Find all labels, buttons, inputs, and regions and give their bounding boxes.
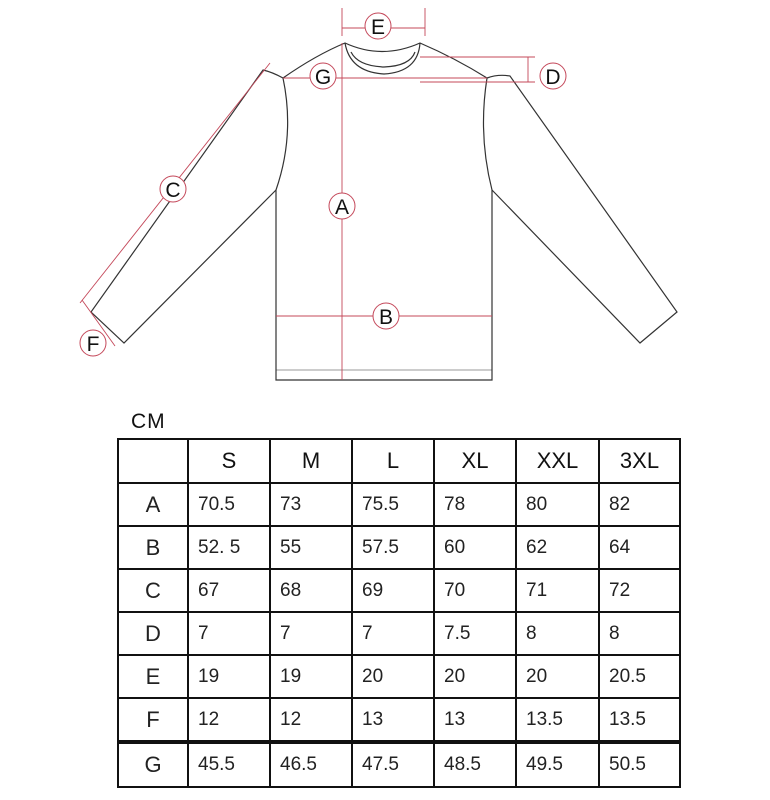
label-G-marker: [310, 63, 336, 89]
row-label: A: [118, 483, 188, 526]
sweater-outline: [91, 43, 677, 380]
row-label: E: [118, 655, 188, 698]
label-F: F: [86, 333, 100, 356]
measurement-cell: 13: [352, 698, 434, 742]
measurement-cell: 70: [434, 569, 516, 612]
table-row: [118, 612, 680, 655]
measurement-cell: 13.5: [516, 698, 599, 742]
measurement-cell: 60: [434, 526, 516, 569]
table-row: [118, 569, 680, 612]
row-label: C: [118, 569, 188, 612]
measurement-cell: 47.5: [352, 742, 434, 787]
size-header: L: [352, 439, 434, 483]
row-label: D: [118, 612, 188, 655]
label-D-marker: [540, 63, 566, 89]
measurement-cell: 69: [352, 569, 434, 612]
measurement-cell: 13.5: [599, 698, 680, 742]
measurement-cell: 57.5: [352, 526, 434, 569]
measurement-cell: 8: [599, 612, 680, 655]
table-row: [118, 742, 680, 787]
size-header: XL: [434, 439, 516, 483]
measurement-cell: 71: [516, 569, 599, 612]
label-B-marker: [373, 303, 399, 329]
label-E: E: [370, 16, 386, 39]
measurement-cell: 80: [516, 483, 599, 526]
size-header: S: [188, 439, 270, 483]
measurement-cell: 75.5: [352, 483, 434, 526]
measurement-cell: 64: [599, 526, 680, 569]
measurement-cell: 20: [434, 655, 516, 698]
size-header: M: [270, 439, 352, 483]
row-label: F: [118, 698, 188, 742]
label-A: A: [334, 196, 350, 219]
measurement-cell: 55: [270, 526, 352, 569]
measurement-cell: 68: [270, 569, 352, 612]
label-C: C: [165, 179, 181, 202]
measurement-cell: 7: [352, 612, 434, 655]
table-row: [118, 526, 680, 569]
unit-label: CM: [131, 410, 166, 433]
measurement-cell: 72: [599, 569, 680, 612]
measurement-cell: 50.5: [599, 742, 680, 787]
label-E-marker: [365, 13, 391, 39]
label-F-marker: [80, 330, 106, 356]
header-corner: [118, 439, 188, 483]
measurement-cell: 49.5: [516, 742, 599, 787]
size-header-row: [118, 439, 680, 483]
measurement-lines: [80, 8, 535, 380]
measurement-cell: 73: [270, 483, 352, 526]
label-C-marker: [160, 176, 186, 202]
measurement-cell: 12: [188, 698, 270, 742]
row-label: G: [118, 742, 188, 787]
table-row: [118, 655, 680, 698]
measurement-cell: 70.5: [188, 483, 270, 526]
measurement-cell: 20.5: [599, 655, 680, 698]
measurement-cell: 46.5: [270, 742, 352, 787]
label-B: B: [378, 306, 394, 329]
measurement-cell: 62: [516, 526, 599, 569]
measurement-cell: 52. 5: [188, 526, 270, 569]
measurement-cell: 7.5: [434, 612, 516, 655]
measurement-cell: 13: [434, 698, 516, 742]
measurement-cell: 20: [516, 655, 599, 698]
measurement-cell: 67: [188, 569, 270, 612]
size-chart-table: [117, 438, 681, 788]
size-header: 3XL: [599, 439, 680, 483]
label-A-marker: [329, 193, 355, 219]
table-row: [118, 483, 680, 526]
measurement-cell: 8: [516, 612, 599, 655]
table-row: [118, 698, 680, 742]
measurement-cell: 19: [270, 655, 352, 698]
size-header: XXL: [516, 439, 599, 483]
label-D: D: [545, 66, 561, 89]
measurement-cell: 7: [188, 612, 270, 655]
measurement-cell: 19: [188, 655, 270, 698]
measurement-cell: 45.5: [188, 742, 270, 787]
row-label: B: [118, 526, 188, 569]
label-G: G: [314, 66, 332, 89]
measurement-cell: 78: [434, 483, 516, 526]
measurement-cell: 20: [352, 655, 434, 698]
measurement-cell: 82: [599, 483, 680, 526]
measurement-labels: [80, 13, 566, 356]
measurement-cell: 12: [270, 698, 352, 742]
measurement-cell: 7: [270, 612, 352, 655]
measurement-cell: 48.5: [434, 742, 516, 787]
